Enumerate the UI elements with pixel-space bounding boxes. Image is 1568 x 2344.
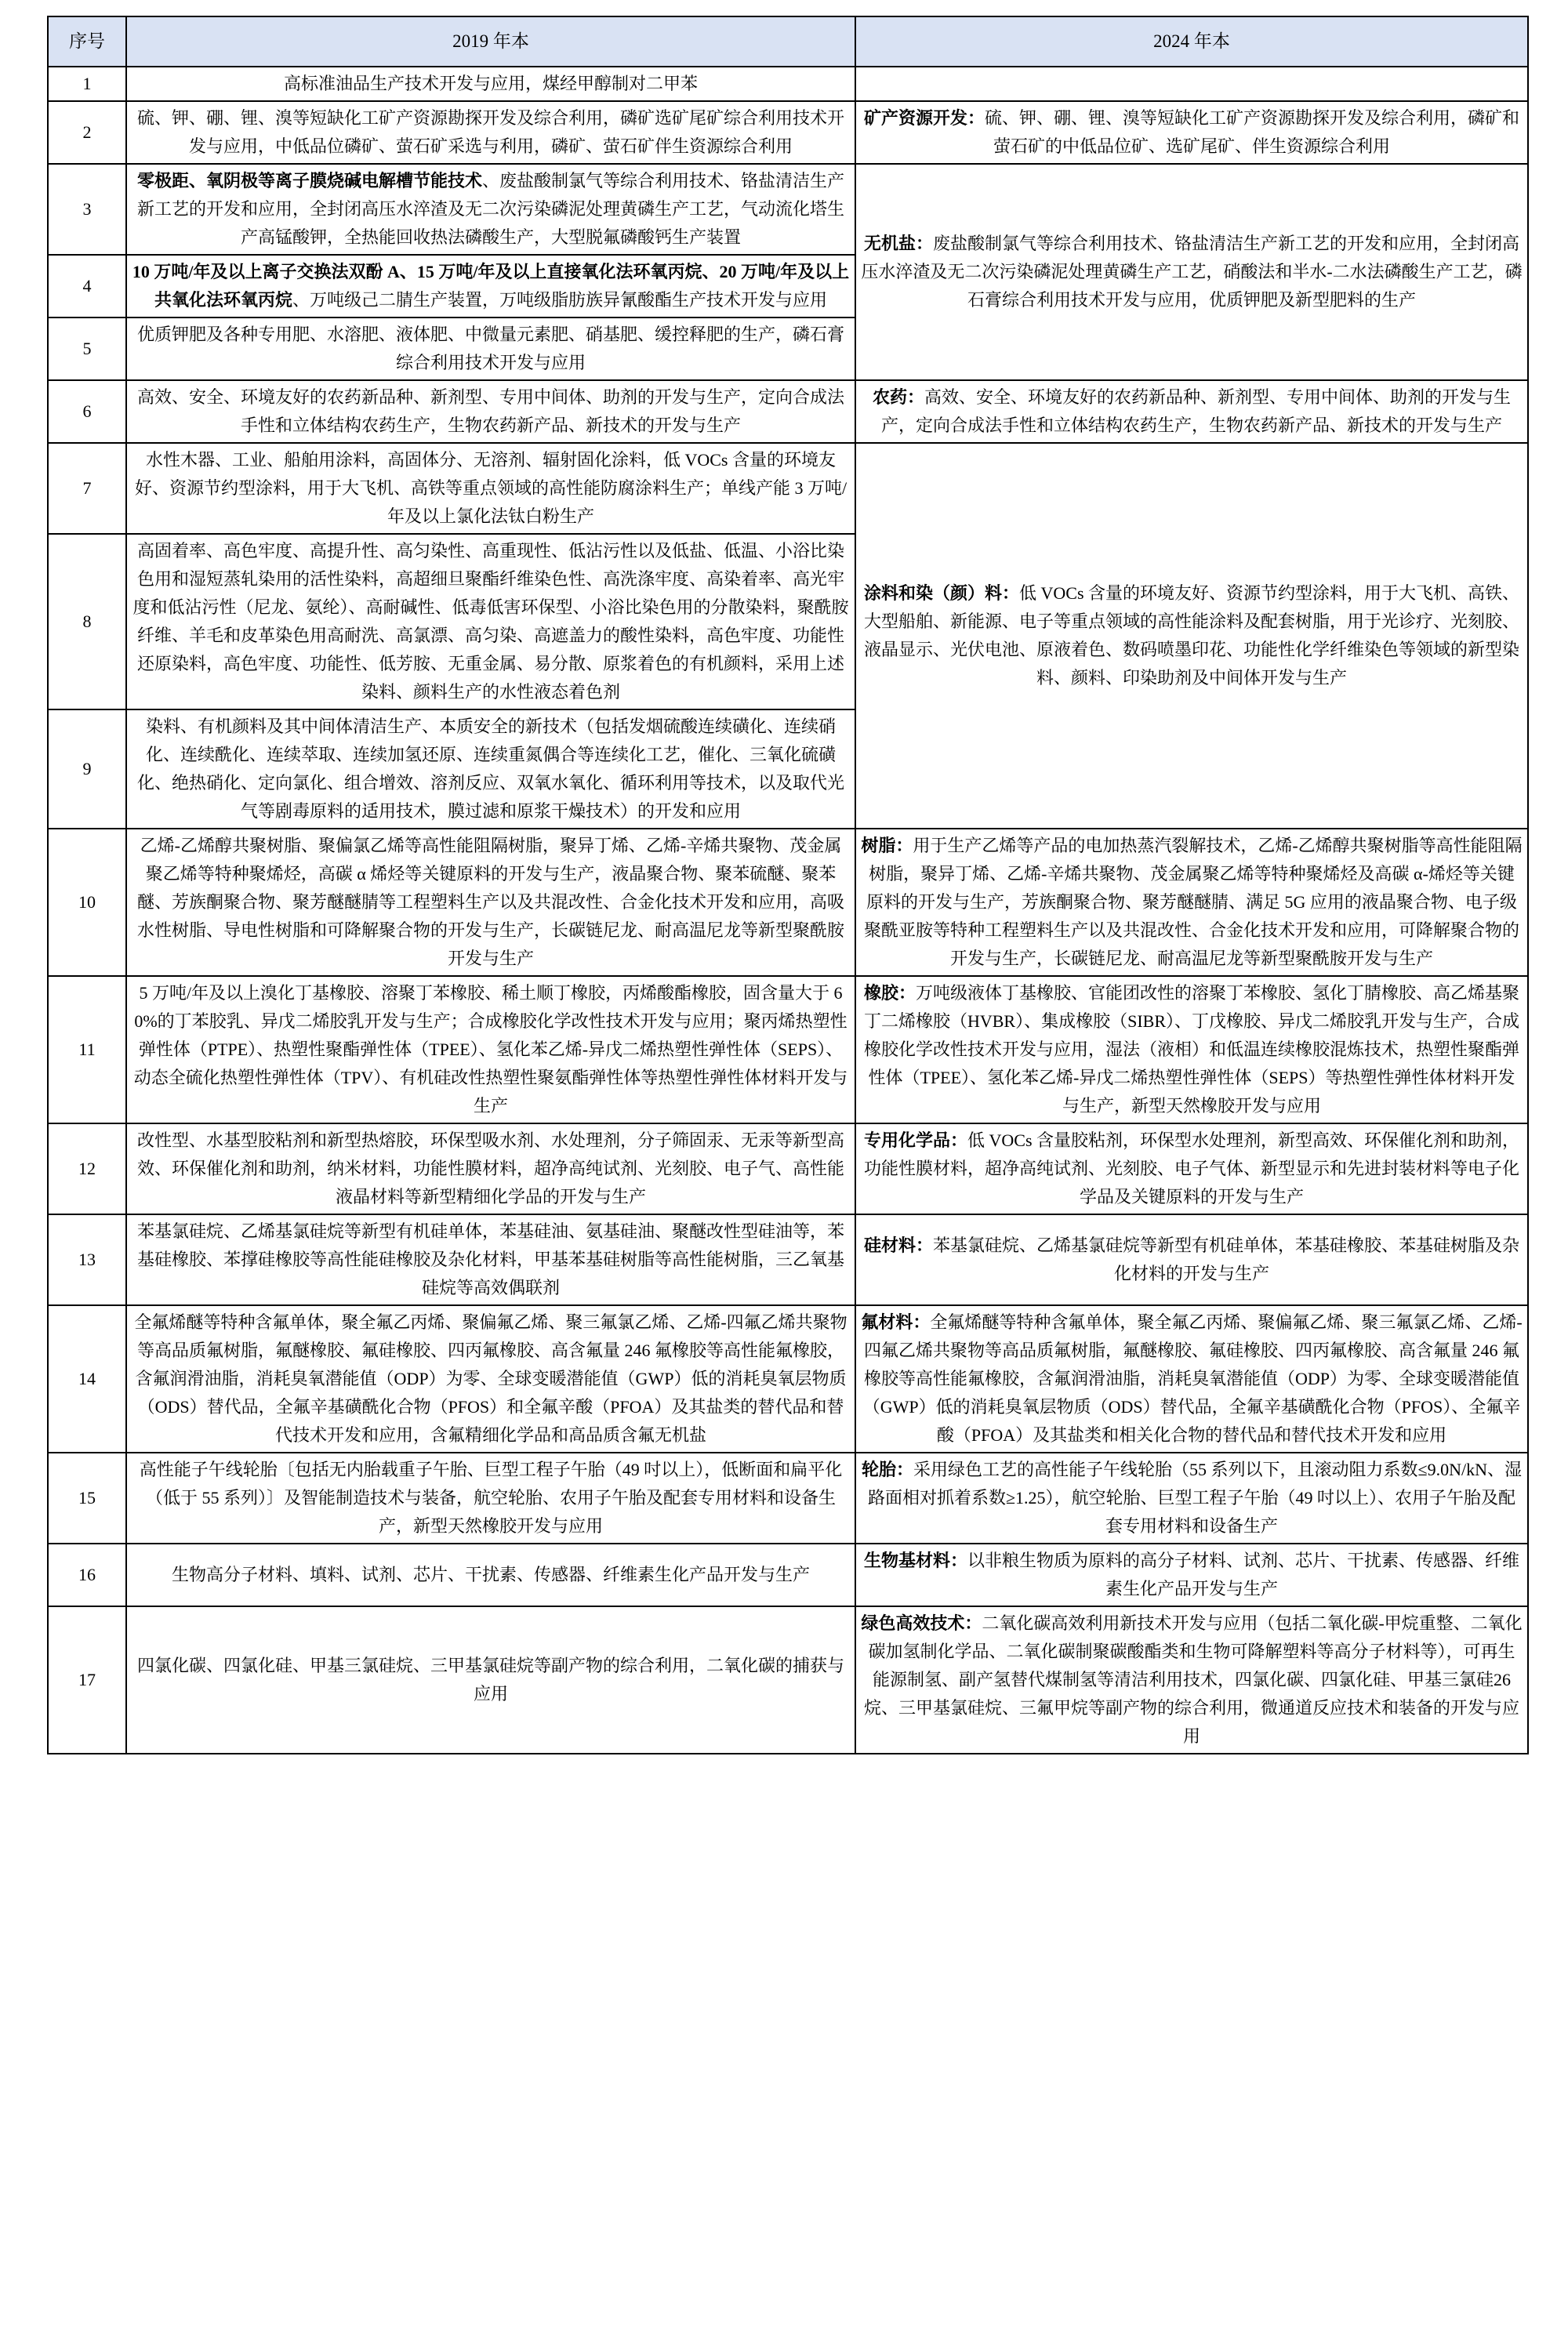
text-segment: 染料、有机颜料及其中间体清洁生产、本质安全的新技术（包括发烟硫酸连续磺化、连续硝化、连续酰化、连续萃取、连续加氢还原、连续重氮偶合等连续化工艺，催化、三氧化硫磺化、绝热硝化、定向氯化、组合增效、溶剂反应、双氧水氧化、循环利用等技术，以及取代光气等剧毒原料的适用技术，膜过滤和原浆干燥技术）的开发和应用 — [136, 717, 844, 821]
bold-text-segment: 10 万吨/年及以上离子交换法双酚 A、15 万吨/年及以上直接氧化法环氧丙烷、20 万吨/年及以上共氧化法环氧丙烷 — [132, 262, 850, 310]
text-segment: 硫、钾、硼、锂、溴等短缺化工矿产资源勘探开发及综合利用，磷矿和萤石矿的中低品位矿、选矿尾矿、伴生资源综合利用 — [985, 108, 1520, 156]
cell-2019 — [126, 829, 855, 976]
text-segment: 硫、钾、硼、锂、溴等短缺化工矿产资源勘探开发及综合利用，磷矿选矿尾矿综合利用技术开发与应用，中低品位磷矿、萤石矿采选与利用，磷矿、萤石矿伴生资源综合利用 — [136, 108, 844, 156]
row-number: 16 — [48, 1544, 126, 1606]
cell-2024 — [855, 1544, 1528, 1606]
text-segment: 、万吨级己二腈生产装置，万吨级脂肪族异氰酸酯生产技术开发与应用 — [292, 290, 828, 310]
comparison-table — [47, 16, 1529, 1754]
cell-2019 — [126, 443, 855, 534]
row-number: 5 — [48, 317, 126, 380]
table-row — [48, 1453, 1528, 1544]
row-number: 7 — [48, 443, 126, 534]
text-segment: 用于生产乙烯等产品的电加热蒸汽裂解技术，乙烯-乙烯醇共聚树脂等高性能阻隔树脂，聚异丁烯、乙烯-辛烯共聚物、茂金属聚乙烯等特种聚烯烃及高碳 α-烯烃等关键原料的开发与生产，芳族酮聚合物、聚芳醚醚腈、满足 5G 应用的液晶聚合物、电子级聚酰亚胺等特种工程塑料生产以及共混改性、合金化技术开发和应用，可降解聚合物的开发与生产，长碳链尼龙、耐高温尼龙等新型聚酰胺开发与生产 — [863, 836, 1523, 968]
text-segment: 高效、安全、环境友好的农药新品种、新剂型、专用中间体、助剂的开发与生产，定向合成法手性和立体结构农药生产，生物农药新产品、新技术的开发与生产 — [880, 387, 1512, 435]
cell-2019 — [126, 1606, 855, 1754]
cell-2019 — [126, 164, 855, 255]
cell-2024 — [855, 1453, 1528, 1544]
bold-text-segment: 树脂： — [861, 836, 913, 855]
row-number: 2 — [48, 101, 126, 164]
text-segment: 、废盐酸制氯气等综合利用技术、铬盐清洁生产新工艺的开发和应用，全封闭高压水淬渣及无二次污染磷泥处理黄磷生产工艺，气动流化塔生产高锰酸钾，全热能回收热法磷酸生产，大型脱氟磷酸钙生产装置 — [136, 171, 845, 247]
bold-text-segment: 硅材料： — [863, 1235, 933, 1255]
row-number: 13 — [48, 1214, 126, 1305]
cell-2024 — [855, 164, 1528, 380]
text-segment: 采用绿色工艺的高性能子午线轮胎（55 系列以下，且滚动阻力系数≤9.0N/kN、湿路面相对抓着系数≥1.25），航空轮胎、巨型工程子午胎（49 吋以上）、农用子午胎及配套专用材料和设备生产 — [867, 1460, 1522, 1536]
bold-text-segment: 零极距、氧阴极等离子膜烧碱电解槽节能技术 — [136, 171, 482, 190]
text-segment: 全氟烯醚等特种含氟单体，聚全氟乙丙烯、聚偏氟乙烯、聚三氟氯乙烯、乙烯-四氟乙烯共聚物等高品质氟树脂，氟醚橡胶、氟硅橡胶、四丙氟橡胶、高含氟量 246 氟橡胶等高性能氟橡胶，含氟润滑油脂，消耗臭氧潜能值（ODP）为零、全球变暖潜能值（GWP）低的消耗臭氧层物质（ODS）替代品，全氟辛基磺酰化合物（PFOS）、全氟辛酸（PFOA）及其盐类和相关化合物的替代品和替代技术开发和应用 — [862, 1312, 1523, 1445]
cell-2019 — [126, 1453, 855, 1544]
cell-2019 — [126, 1544, 855, 1606]
row-number: 17 — [48, 1606, 126, 1754]
table-row — [48, 67, 1528, 101]
text-segment: 苯基氯硅烷、乙烯基氯硅烷等新型有机硅单体，苯基硅橡胶、苯基硅树脂及杂化材料的开发与生产 — [933, 1235, 1520, 1283]
bold-text-segment: 绿色高效技术： — [861, 1613, 982, 1633]
text-segment: 高固着率、高色牢度、高提升性、高匀染性、高重现性、低沾污性以及低盐、低温、小浴比染色用和湿短蒸轧染用的活性染料，高超细旦聚酯纤维染色性、高洗涤牢度、高染着率、高光牢度和低沾污性（尼龙、氨纶）、高耐碱性、低毒低害环保型、小浴比染色用的分散染料，聚酰胺纤维、羊毛和皮革染色用高耐洗、高氯漂、高匀染、高遮盖力的酸性染料，高色牢度、功能性还原染料，高色牢度、功能性、低芳胺、无重金属、易分散、原浆着色的有机颜料，采用上述染料、颜料生产的水性液态着色剂 — [132, 541, 849, 702]
table-row — [48, 829, 1528, 976]
row-number: 9 — [48, 709, 126, 829]
col-header-index: 序号 — [48, 16, 126, 67]
cell-2019 — [126, 101, 855, 164]
cell-2024 — [855, 1305, 1528, 1453]
table-row — [48, 1123, 1528, 1214]
text-segment: 废盐酸制氯气等综合利用技术、铬盐清洁生产新工艺的开发和应用，全封闭高压水淬渣及无二次污染磷泥处理黄磷生产工艺，硝酸法和半水-二水法磷酸生产工艺，磷石膏综合利用技术开发与应用，优质钾肥及新型肥料的生产 — [861, 234, 1523, 310]
text-segment: 改性型、水基型胶粘剂和新型热熔胶，环保型吸水剂、水处理剂，分子筛固汞、无汞等新型高效、环保催化剂和助剂，纳米材料，功能性膜材料，超净高纯试剂、光刻胶、电子气、高性能液晶材料等新型精细化学品的开发与生产 — [136, 1130, 844, 1206]
text-segment: 全氟烯醚等特种含氟单体，聚全氟乙丙烯、聚偏氟乙烯、聚三氟氯乙烯、乙烯-四氟乙烯共聚物等高品质氟树脂，氟醚橡胶、氟硅橡胶、四丙氟橡胶、高含氟量 246 氟橡胶等高性能氟橡胶，含氟润滑油脂，消耗臭氧潜能值（ODP）为零、全球变暖潜能值（GWP）低的消耗臭氧层物质（ODS）替代品，全氟辛基磺酰化合物（PFOS）和全氟辛酸（PFOA）及其盐类的替代品和替代技术开发和应用，含氟精细化学品和高品质含氟无机盐 — [134, 1312, 848, 1445]
text-segment: 四氯化碳、四氯化硅、甲基三氯硅烷、三甲基氯硅烷等副产物的综合利用，二氧化碳的捕获与应用 — [136, 1656, 844, 1704]
row-number: 10 — [48, 829, 126, 976]
row-number: 12 — [48, 1123, 126, 1214]
bold-text-segment: 专用化学品： — [863, 1130, 967, 1150]
cell-2024 — [855, 101, 1528, 164]
text-segment: 低 VOCs 含量胶粘剂，环保型水处理剂，新型高效、环保催化剂和助剂，功能性膜材料，超净高纯试剂、光刻胶、电子气体、新型显示和先进封装材料等电子化学品及关键原料的开发与生产 — [863, 1130, 1520, 1206]
text-segment: 5 万吨/年及以上溴化丁基橡胶、溶聚丁苯橡胶、稀土顺丁橡胶，丙烯酸酯橡胶，固含量大于 60%的丁苯胶乳、异戊二烯胶乳开发与生产；合成橡胶化学改性技术开发与应用；聚丙烯热塑性弹性体（PTPE）、热塑性聚酯弹性体（TPEE）、氢化苯乙烯-异戊二烯热塑性弹性体（SEPS）、动态全硫化热塑性弹性体（TPV）、有机硅改性热塑性聚氨酯弹性体等热塑性弹性体材料开发与生产 — [133, 983, 848, 1116]
text-segment: 以非粮生物质为原料的高分子材料、试剂、芯片、干扰素、传感器、纤维素生化产品开发与生产 — [967, 1551, 1520, 1598]
text-segment: 二氧化碳高效利用新技术开发与应用（包括二氧化碳-甲烷重整、二氧化碳加氢制化学品、二氧化碳制聚碳酸酯类和生物可降解塑料等高分子材料等），可再生能源制氢、副产氢替代煤制氢等清洁利用技术，四氯化碳、四氯化硅、甲基三氯硅26 烷、三甲基氯硅烷、三氟甲烷等副产物的综合利用，微通道反应技术和装备的开发与应用 — [863, 1613, 1523, 1746]
text-segment: 万吨级液体丁基橡胶、官能团改性的溶聚丁苯橡胶、氢化丁腈橡胶、高乙烯基聚丁二烯橡胶（HVBR）、集成橡胶（SIBR）、丁戊橡胶、异戊二烯胶乳开发与生产，合成橡胶化学改性技术开发与应用，湿法（液相）和低温连续橡胶混炼技术，热塑性聚酯弹性体（TPEE）、氢化苯乙烯-异戊二烯热塑性弹性体（SEPS）等热塑性弹性体材料开发与生产，新型天然橡胶开发与应用 — [863, 983, 1520, 1116]
cell-2024 — [855, 1214, 1528, 1305]
table-row — [48, 101, 1528, 164]
cell-2019 — [126, 317, 855, 380]
cell-2024 — [855, 380, 1528, 443]
cell-2019 — [126, 1305, 855, 1453]
row-number: 3 — [48, 164, 126, 255]
header-row — [48, 16, 1528, 67]
text-segment: 苯基氯硅烷、乙烯基氯硅烷等新型有机硅单体，苯基硅油、氨基硅油、聚醚改性型硅油等，苯基硅橡胶、苯撑硅橡胶等高性能硅橡胶及杂化材料，甲基苯基硅树脂等高性能树脂，三乙氧基硅烷等高效偶联剂 — [136, 1221, 844, 1297]
cell-2024 — [855, 1606, 1528, 1754]
table-row — [48, 164, 1528, 255]
cell-2019 — [126, 255, 855, 317]
cell-2019 — [126, 1123, 855, 1214]
text-segment: 优质钾肥及各种专用肥、水溶肥、液体肥、中微量元素肥、硝基肥、缓控释肥的生产，磷石膏综合利用技术开发与应用 — [136, 325, 844, 372]
bold-text-segment: 轮胎： — [862, 1460, 914, 1479]
row-number: 14 — [48, 1305, 126, 1453]
bold-text-segment: 氟材料： — [861, 1312, 931, 1332]
cell-2019 — [126, 1214, 855, 1305]
bold-text-segment: 农药： — [872, 387, 924, 407]
table-row — [48, 1544, 1528, 1606]
bold-text-segment: 橡胶： — [863, 983, 916, 1003]
row-number: 8 — [48, 534, 126, 709]
bold-text-segment: 矿产资源开发： — [863, 108, 985, 128]
table-row — [48, 443, 1528, 534]
text-segment: 高性能子午线轮胎〔包括无内胎载重子午胎、巨型工程子午胎（49 吋以上），低断面和扁平化（低于 55 系列）〕及智能制造技术与装备，航空轮胎、农用子午胎及配套专用材料和设备生产，新型天然橡胶开发与应用 — [139, 1460, 843, 1536]
table-row — [48, 1305, 1528, 1453]
row-number: 4 — [48, 255, 126, 317]
cell-2024 — [855, 443, 1528, 829]
row-number: 6 — [48, 380, 126, 443]
cell-2019 — [126, 709, 855, 829]
text-segment: 低 VOCs 含量的环境友好、资源节约型涂料，用于大飞机、高铁、大型船舶、新能源、电子等重点领域的高性能涂料及配套树脂，用于光诊疗、光刻胶、液晶显示、光伏电池、原液着色、数码喷墨印花、功能性化学纤维染色等领域的新型染料、颜料、印染助剂及中间体开发与生产 — [863, 583, 1520, 688]
cell-2024 — [855, 67, 1528, 101]
bold-text-segment: 涂料和染（颜）料： — [863, 583, 1019, 603]
cell-2024 — [855, 976, 1528, 1123]
bold-text-segment: 无机盐： — [863, 234, 933, 253]
table-row — [48, 1214, 1528, 1305]
row-number: 1 — [48, 67, 126, 101]
table-row — [48, 1606, 1528, 1754]
cell-2019 — [126, 380, 855, 443]
cell-2024 — [855, 829, 1528, 976]
text-segment: 水性木器、工业、船舶用涂料，高固体分、无溶剂、辐射固化涂料，低 VOCs 含量的环境友好、资源节约型涂料，用于大飞机、高铁等重点领域的高性能防腐涂料生产；单线产能 3 万吨/年及以上氯化法钛白粉生产 — [134, 450, 848, 526]
text-segment: 生物高分子材料、填料、试剂、芯片、干扰素、传感器、纤维素生化产品开发与生产 — [171, 1565, 810, 1584]
row-number: 15 — [48, 1453, 126, 1544]
table-row — [48, 380, 1528, 443]
row-number: 11 — [48, 976, 126, 1123]
cell-2019 — [126, 534, 855, 709]
text-segment: 高效、安全、环境友好的农药新品种、新剂型、专用中间体、助剂的开发与生产，定向合成法手性和立体结构农药生产，生物农药新产品、新技术的开发与生产 — [136, 387, 844, 435]
col-header-2019: 2019 年本 — [126, 16, 855, 67]
bold-text-segment: 生物基材料： — [863, 1551, 967, 1570]
cell-2019 — [126, 976, 855, 1123]
cell-2019 — [126, 67, 855, 101]
col-header-2024: 2024 年本 — [855, 16, 1528, 67]
table-row — [48, 976, 1528, 1123]
text-segment: 乙烯-乙烯醇共聚树脂、聚偏氯乙烯等高性能阻隔树脂，聚异丁烯、乙烯-辛烯共聚物、茂金属聚乙烯等特种聚烯烃，高碳 α 烯烃等关键原料的开发与生产，液晶聚合物、聚苯硫醚、聚苯醚、芳族酮聚合物、聚芳醚醚腈等工程塑料生产以及共混改性、合金化技术开发和应用，高吸水性树脂、导电性树脂和可降解聚合物的开发与生产，长碳链尼龙、耐高温尼龙等新型聚酰胺开发与生产 — [136, 836, 844, 968]
cell-2024 — [855, 1123, 1528, 1214]
text-segment: 高标准油品生产技术开发与应用，煤经甲醇制对二甲苯 — [283, 74, 698, 93]
table-body — [48, 67, 1528, 1754]
